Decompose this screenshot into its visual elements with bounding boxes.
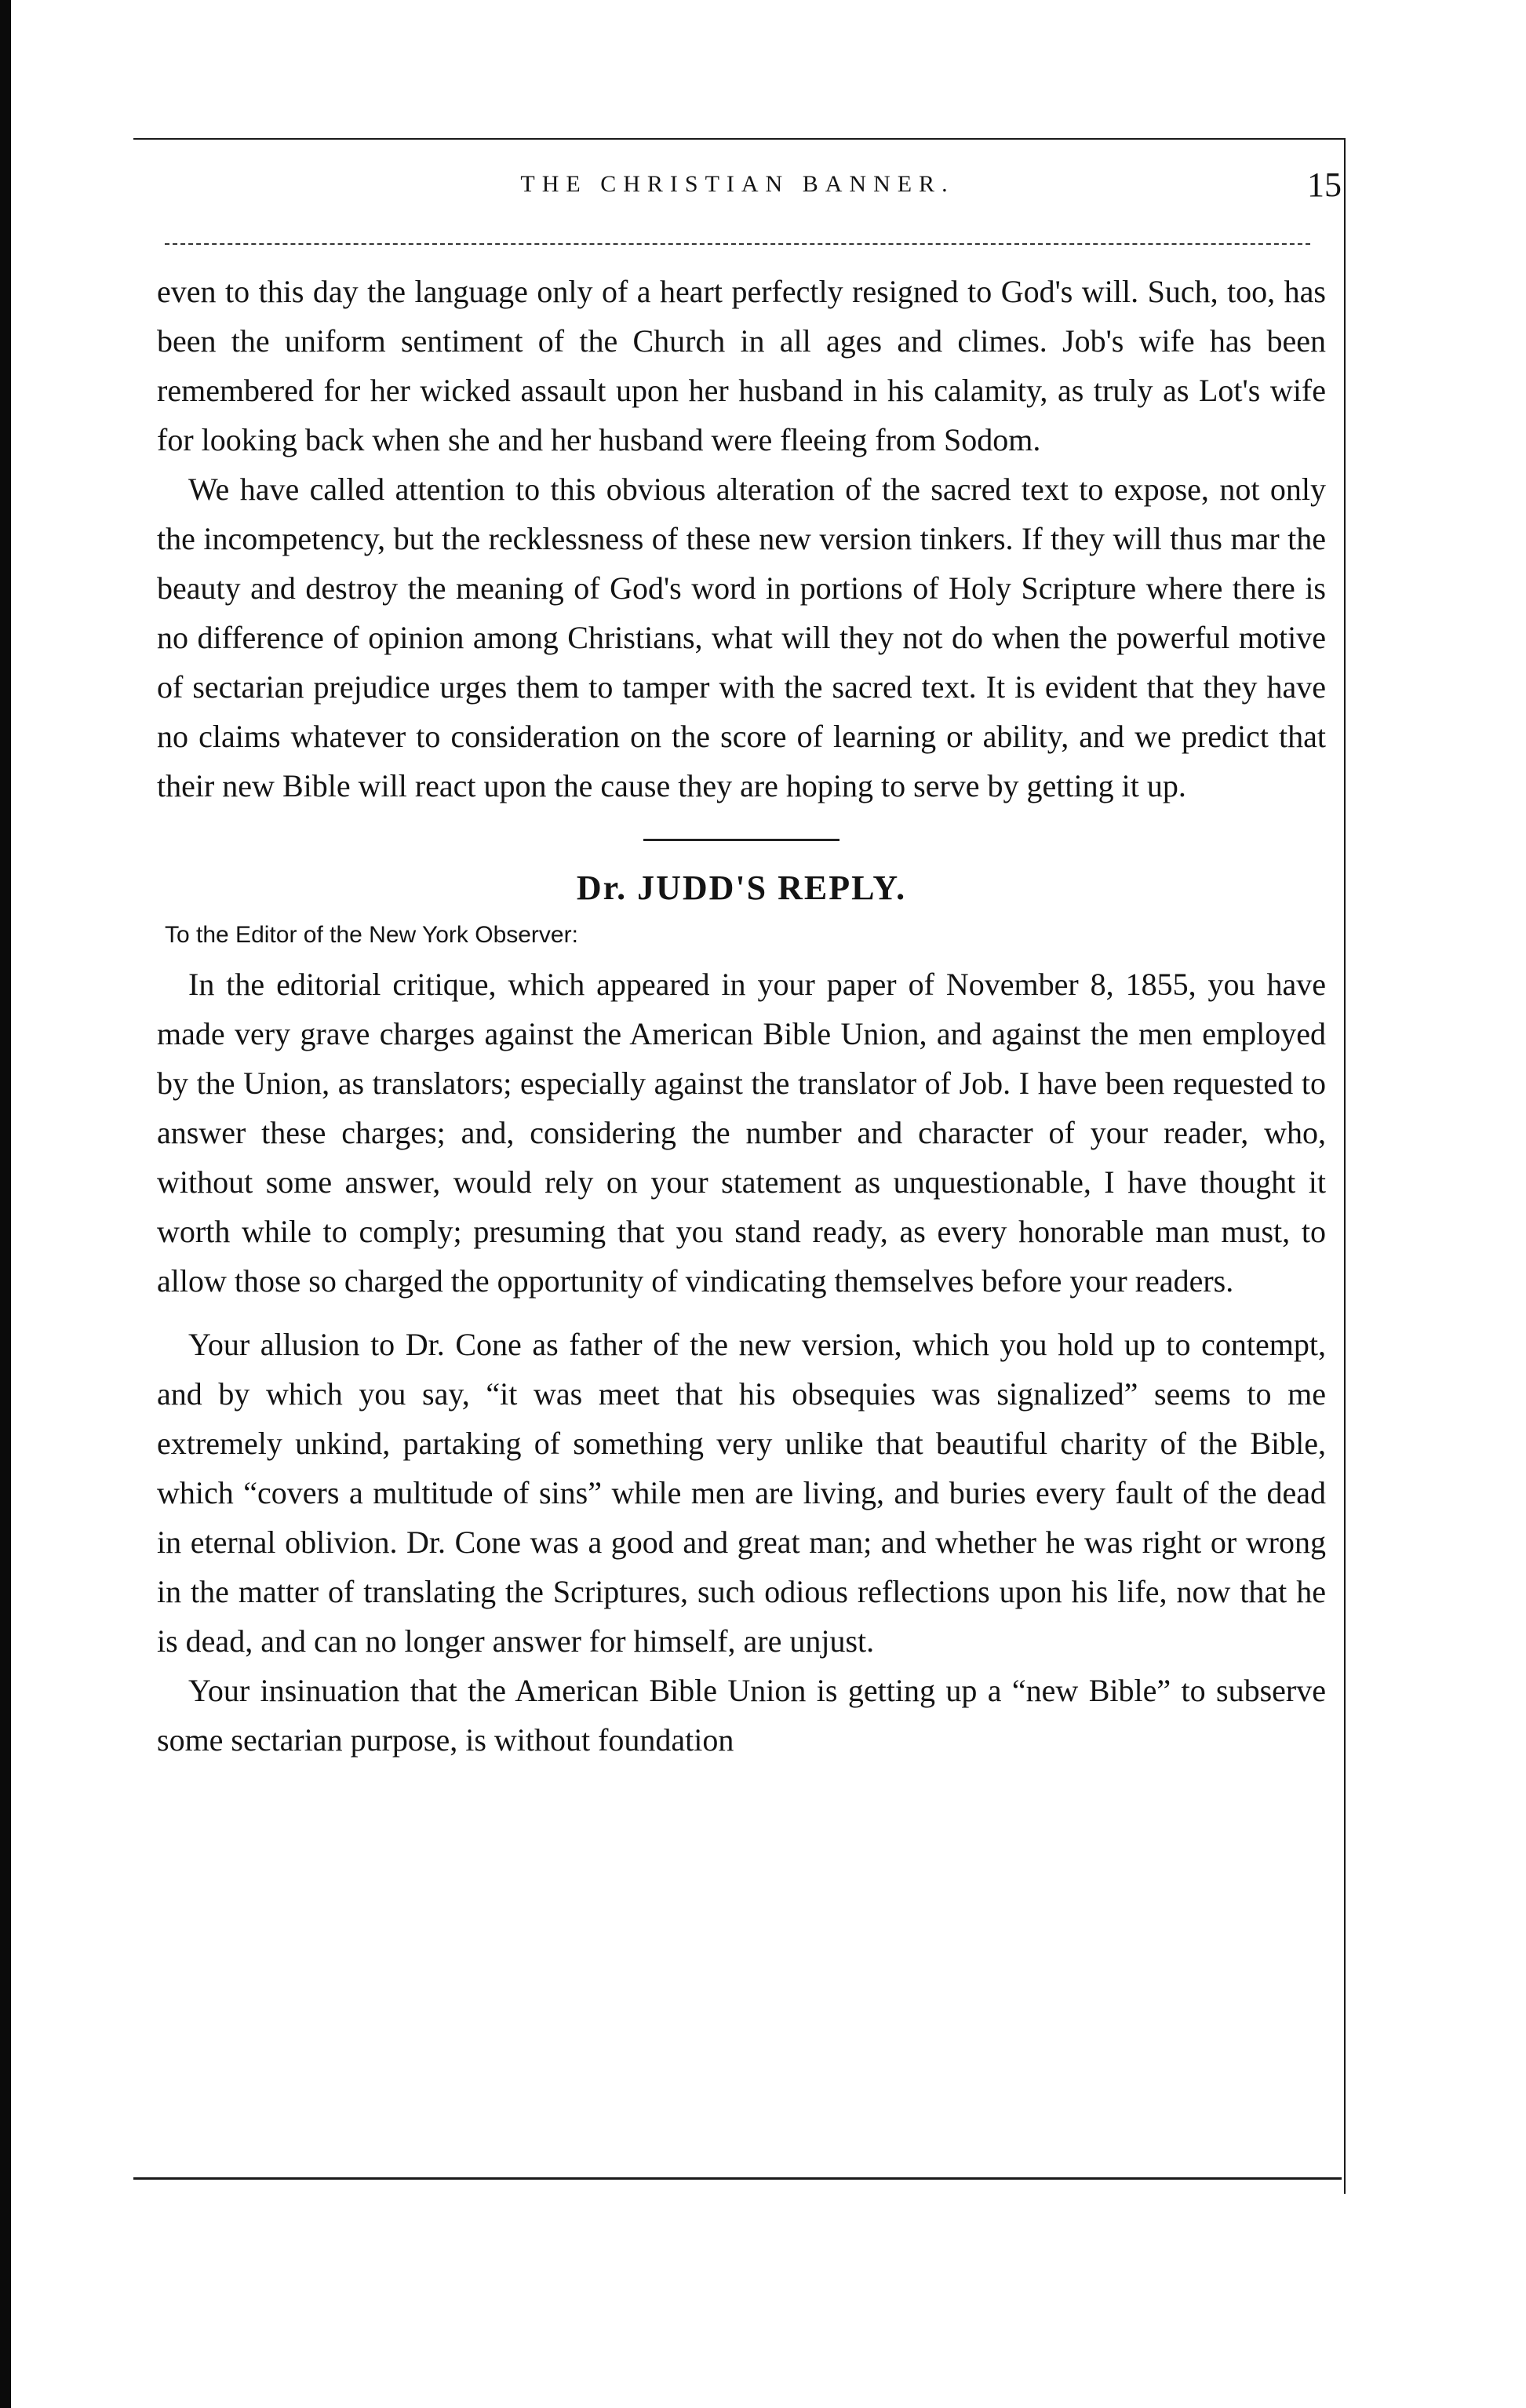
paragraph-critique: In the editorial critique, which appeared in your paper of November 8, 1855, you have made very grave charges against the American Bible Union, and against the men employed by the Union, as translators; especially against the translator of Job. I have been requested to answer these charges; and, considering the number and character of your reader, who, without some answer, would rely on your statement as unquestionable, I have thought it worth while to comply; presuming that you stand ready, as every honorable man must, to allow those so charged the opportunity of vindicating themselves before your readers. (157, 967, 1326, 1299)
running-head (133, 165, 1342, 212)
bottom-rule (133, 2177, 1342, 2180)
section-divider (643, 839, 839, 841)
book-spine-edge (0, 0, 11, 2408)
salutation: To the Editor of the New York Observer: (165, 922, 578, 948)
page-number: 15 (1307, 166, 1342, 204)
header-rule (165, 243, 1310, 246)
running-title: THE CHRISTIAN BANNER. (520, 171, 955, 197)
paragraph-alteration: We have called attention to this obvious alteration of the sacred text to expose, not only the incompetency, but the recklessness of these new version tinkers. If they will thus mar the beauty and destroy the meaning of God's word in portions of Holy Scripture where there is no difference of opinion among Christians, what will they not do when the powerful motive of sectarian prejudice urges them to tamper with the sacred text. It is evident that they have no claims whatever to consideration on the score of learning or ability, and we predict that their new Bible will react upon the cause they are hoping to serve by getting it up. (157, 472, 1326, 803)
paragraph-dr-cone: Your allusion to Dr. Cone as father of the new version, which you hold up to contempt, and by which you say, “it was meet that his obsequies was signalized” seems to me extremely unkind, partaking of something very unlike that beautiful charity of the Bible, which “covers a multitude of sins” while men are living, and buries every fault of the dead in eternal oblivion. Dr. Cone was a good and great man; and whether he was right or wrong in the matter of translating the Scriptures, such odious reflections upon his life, now that he is dead, and can no longer answer for himself, are unjust. (157, 1327, 1326, 1659)
book-page (133, 133, 1342, 2189)
frame-right-line (1344, 138, 1346, 2194)
paragraph-insinuation: Your insinuation that the American Bible Union is getting up a “new Bible” to subserve some sectarian purpose, is without foundation (157, 1673, 1326, 1758)
text-block (157, 267, 1326, 1765)
section-title: Dr. JUDD'S REPLY. (576, 869, 907, 907)
paragraph-continuation: even to this day the language only of a heart perfectly resigned to God's will. Such, too, has been the uniform sentiment of the Church in all ages and climes. Job's wife has been remembered for her wicked assault upon her husband in his calamity, as truly as Lot's wife for looking back when she and her husband were fleeing from Sodom. (157, 274, 1326, 457)
